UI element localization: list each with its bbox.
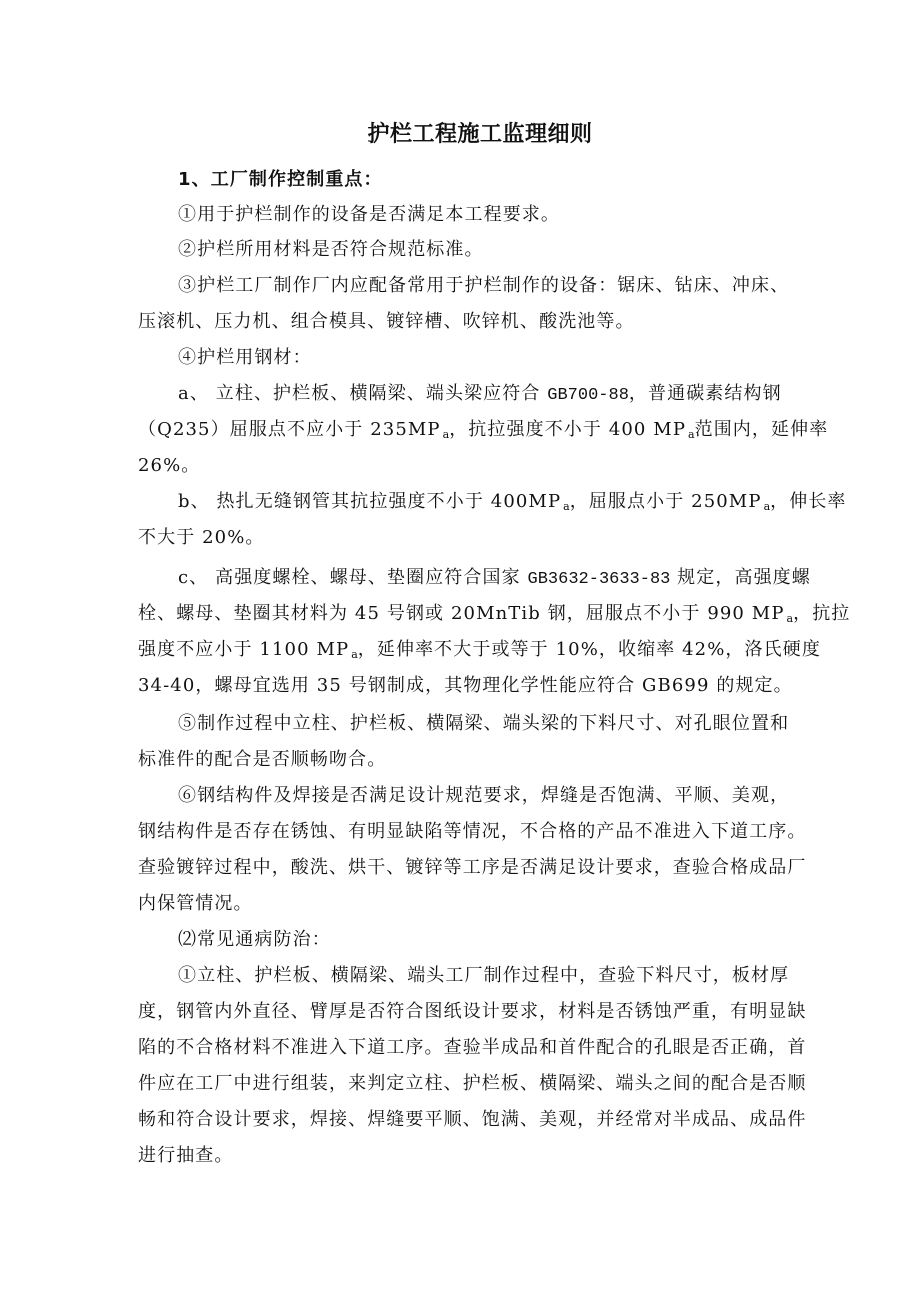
paragraph-item-3-line-2: 压滚机、压力机、组合模具、镀锌槽、吹锌机、酸洗池等。: [138, 311, 635, 332]
paragraph-item-5-line-1: ⑤制作过程中立柱、护栏板、横隔梁、端头梁的下料尺寸、对孔眼位置和: [178, 713, 790, 734]
paragraph-item-4-heading: ④护栏用钢材：: [178, 347, 312, 368]
steel-spec-b-line-2: 不大于 20%。: [138, 527, 265, 548]
steel-spec-b-text: ，屈服点小于 250MP: [569, 491, 762, 512]
steel-spec-c-text: ，延伸率不大于或等于 10%，收缩率 42%，洛氏硬度: [357, 639, 821, 660]
unit-subscript: a: [688, 428, 695, 441]
paragraph-item-5-line-2: 标准件的配合是否顺畅吻合。: [138, 749, 387, 770]
steel-spec-c-text: ，抗拉: [793, 603, 851, 624]
unit-subscript: a: [763, 500, 771, 513]
steel-spec-a-text: a、 立柱、护栏板、横隔梁、端头梁应符合: [178, 383, 548, 404]
defect-item-1-line-4: 件应在工厂中进行组装，来判定立柱、护栏板、横隔梁、端头之间的配合是否顺: [138, 1073, 807, 1094]
paragraph-item-1: ①用于护栏制作的设备是否满足本工程要求。: [178, 204, 560, 225]
defect-item-1-line-3: 陷的不合格材料不准进入下道工序。查验半成品和首件配合的孔眼是否正确，首: [138, 1037, 807, 1058]
steel-spec-a-text: ，普通碳素结构钢: [628, 383, 782, 404]
unit-subscript: a: [563, 500, 570, 513]
section-heading-factory-control: 1、工厂制作控制重点：: [178, 169, 383, 190]
steel-spec-c-text: 强度不应小于 1100 MP: [138, 639, 350, 660]
paragraph-item-6-line-2: 钢结构件是否存在锈蚀、有明显缺陷等情况，不合格的产品不准进入下道工序。: [138, 821, 807, 842]
steel-spec-c-text: 规定，高强度螺: [670, 567, 811, 588]
defect-item-1-line-1: ①立柱、护栏板、横隔梁、端头工厂制作过程中，查验下料尺寸，板材厚: [178, 965, 790, 986]
defect-item-1-line-5: 畅和符合设计要求，焊接、焊缝要平顺、饱满、美观，并经常对半成品、成品件: [138, 1109, 807, 1130]
paragraph-item-6-line-4: 内保管情况。: [138, 893, 253, 914]
steel-spec-a-line-1: [178, 382, 828, 408]
steel-spec-a-line-3: 26%。: [138, 455, 201, 476]
steel-spec-b-text: b、 热扎无缝钢管其抗拉强度不小于 400MP: [178, 491, 562, 512]
standard-code: GB700-88: [547, 386, 629, 405]
steel-spec-c-text: c、 高强度螺栓、螺母、垫圈应符合国家: [178, 567, 528, 588]
steel-spec-b-line-1: [178, 490, 847, 519]
document-title: 护栏工程施工监理细则: [367, 122, 593, 147]
steel-spec-a-text: 范围内，延伸率: [694, 419, 829, 440]
steel-spec-a-line-2: [138, 418, 829, 447]
defect-item-1-line-2: 度，钢管内外直径、臂厚是否符合图纸设计要求，材料是否锈蚀严重，有明显缺: [138, 1001, 807, 1022]
unit-subscript: a: [442, 428, 450, 441]
steel-spec-a-text: （Q235）屈服点不应小于 235MP: [138, 419, 441, 440]
steel-spec-c-text: 栓、螺母、垫圈其材料为 45 号钢或 20MnTib 钢，屈服点不小于 990 MP: [138, 603, 785, 624]
paragraph-item-6-line-3: 查验镀锌过程中，酸洗、烘干、镀锌等工序是否满足设计要求，查验合格成品厂: [138, 857, 807, 878]
steel-spec-a-text: ，抗拉强度不小于 400 MP: [449, 419, 687, 440]
paragraph-item-2: ②护栏所用材料是否符合规范标准。: [178, 239, 484, 260]
defect-item-1-line-6: 进行抽查。: [138, 1145, 234, 1166]
steel-spec-c-line-1: [178, 566, 828, 592]
steel-spec-c-line-3: [138, 638, 821, 667]
steel-spec-c-line-4: 34-40，螺母宜选用 35 号钢制成，其物理化学性能应符合 GB699 的规定。: [138, 675, 793, 696]
standard-code: GB3632-3633-83: [527, 570, 671, 589]
paragraph-item-3-line-1: ③护栏工厂制作厂内应配备常用于护栏制作的设备：锯床、钻床、冲床、: [178, 275, 790, 296]
unit-subscript: a: [786, 612, 794, 625]
paragraph-item-6-line-1: ⑥钢结构件及焊接是否满足设计规范要求，焊缝是否饱满、平顺、美观，: [178, 785, 790, 806]
section-heading-common-defects: ⑵常见通病防治：: [178, 929, 331, 950]
steel-spec-b-text: ，伸长率: [770, 491, 847, 512]
unit-subscript: a: [351, 648, 358, 661]
steel-spec-c-line-2: [138, 602, 851, 631]
